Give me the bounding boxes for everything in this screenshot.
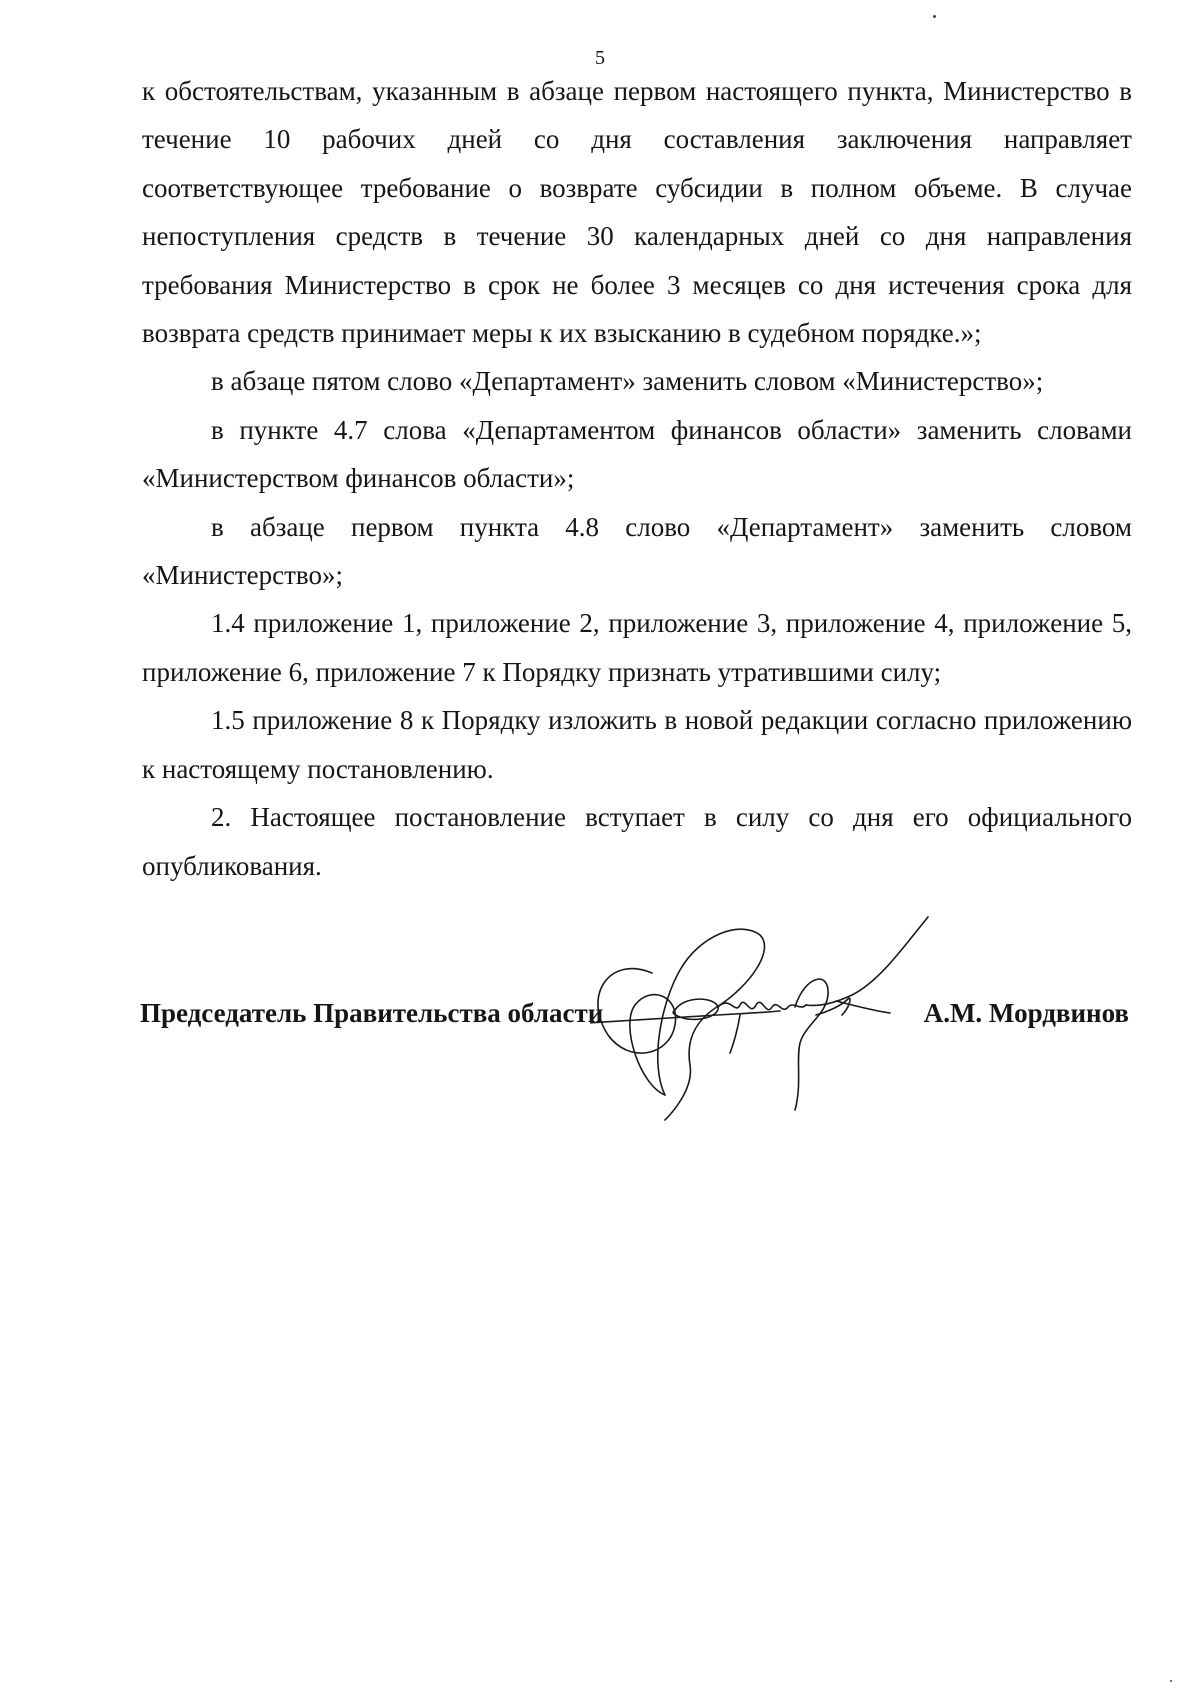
paragraph-item-1-5: 1.5 приложение 8 к Порядку изложить в новой редакции согласно приложению к настоящему постановлению. bbox=[142, 705, 1132, 784]
scan-speck bbox=[933, 15, 936, 18]
signatory-position: Председатель Правительства области bbox=[140, 998, 604, 1028]
scan-speck bbox=[1170, 1680, 1172, 1682]
signatory-name: А.М. Мордвинов bbox=[923, 998, 1129, 1028]
paragraph-amendment-abzac-5: в абзаце пятом слово «Департамент» заменить словом «Министерство»; bbox=[211, 366, 1044, 397]
paragraph-item-2: 2. Настоящее постановление вступает в силу со дня его официального опубликования. bbox=[142, 802, 1132, 881]
paragraph-continuation: к обстоятельствам, указанным в абзаце первом настоящего пункта, Министерство в течение 10 рабочих дней со дня составления заключения направляет соответствующее требование о возврате субсидии в полном объеме. В случае непоступления средств в течение 30 календарных дней со дня направления требования Министерство в срок не более 3 месяцев со дня истечения срока для возврата средств принимает меры к их взысканию в судебном порядке.»; bbox=[142, 76, 1132, 349]
document-body bbox=[142, 67, 1132, 890]
paragraph-amendment-4-7: в пункте 4.7 слова «Департаментом финансов области» заменить словами «Министерством финансов области»; bbox=[142, 414, 1132, 494]
paragraph-amendment-4-8: в абзаце первом пункта 4.8 слово «Департамент» заменить словом «Министерство»; bbox=[142, 511, 1132, 591]
handwritten-signature bbox=[590, 915, 950, 1130]
paragraph-item-1-4: 1.4 приложение 1, приложение 2, приложение 3, приложение 4, приложение 5, приложение 6, приложение 7 к Порядку признать утратившими силу; bbox=[142, 608, 1132, 687]
page-number: 5 bbox=[595, 47, 605, 69]
